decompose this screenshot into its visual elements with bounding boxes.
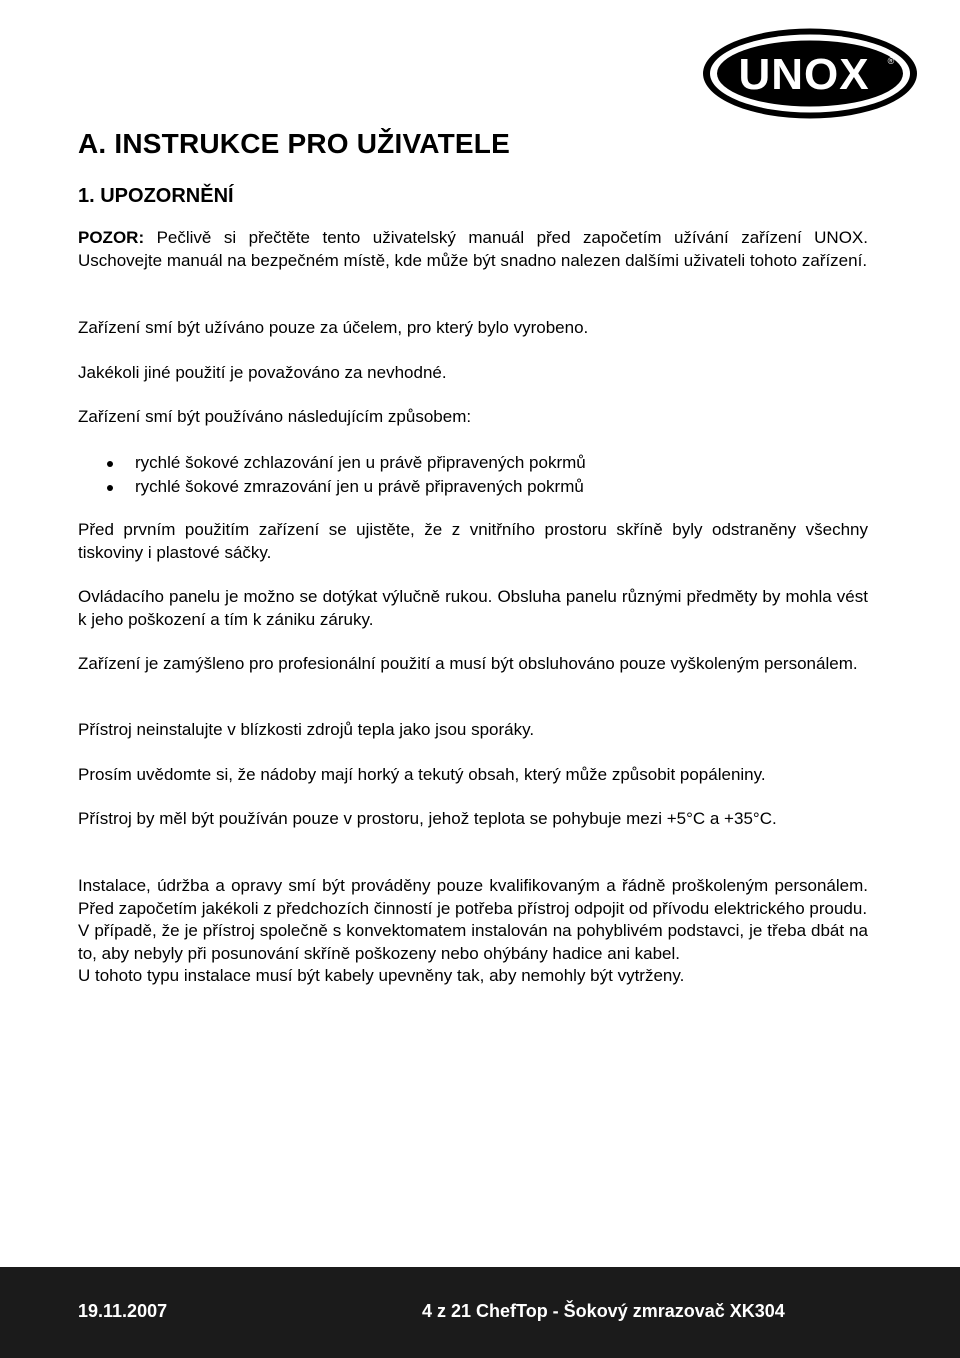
bullet-icon xyxy=(107,461,113,467)
page-footer xyxy=(0,1267,960,1358)
paragraph-allowed-use: Zařízení smí být používáno následujícím způsobem: xyxy=(78,407,472,426)
paragraph-hot: Prosím uvědomte si, že nádoby mají horký a tekutý obsah, který může způsobit popáleniny. xyxy=(78,765,766,784)
page-title: A. INSTRUKCE PRO UŽIVATELE xyxy=(78,128,510,159)
list-item-text: rychlé šokové zchlazování jen u právě připravených pokrmů xyxy=(135,453,586,472)
paragraph-install: Instalace, údržba a opravy smí být prováděny pouze kvalifikovaným a řádně proškoleným personálem. Před započetím jakékoli z předchozích činností je potřeba přístroj odpojit od přívodu elektrického proudu. xyxy=(78,876,868,918)
paragraph-first-use: Před prvním použitím zařízení se ujistěte, že z vnitřního prostoru skříně byly odstraněny všechny tiskoviny i plastové sáčky. xyxy=(78,520,868,562)
unox-logo xyxy=(701,26,919,121)
footer-date: 19.11.2007 xyxy=(78,1301,168,1321)
warning-paragraph xyxy=(78,227,868,272)
section-heading: 1. UPOZORNĚNÍ xyxy=(78,185,234,207)
footer-page-info: 4 z 21 ChefTop - Šokový zmrazovač XK304 xyxy=(422,1301,785,1321)
registered-mark: ® xyxy=(887,56,895,66)
list-item-text: rychlé šokové zmrazování jen u právě připravených pokrmů xyxy=(135,477,584,496)
paragraph-use-purpose: Zařízení smí být užíváno pouze za účelem, pro který bylo vyrobeno. xyxy=(78,318,589,337)
document-content xyxy=(78,122,868,985)
warning-text: Pečlivě si přečtěte tento uživatelský manuál před započetím užívání zařízení UNOX. Uschovejte manuál na bezpečném místě, kde může být snadno nalezen dalšími uživateli tohoto zařízení. xyxy=(78,228,868,270)
warning-label: POZOR: xyxy=(78,228,145,247)
paragraph-panel: Ovládacího panelu je možno se dotýkat výlučně rukou. Obsluha panelu různými předměty by mohla vést k jeho poškození a tím k zániku záruky. xyxy=(78,587,868,629)
list-item xyxy=(78,451,868,475)
logo-text: UNOX xyxy=(738,50,870,99)
paragraph-cables: U tohoto typu instalace musí být kabely upevněny tak, aby nemohly být vytrženy. xyxy=(78,966,685,985)
paragraph-professional: Zařízení je zamýšleno pro profesionální použití a musí být obsluhováno pouze vyškoleným personálem. xyxy=(78,654,858,673)
paragraph-stand: V případě, že je přístroj společně s konvektomatem instalován na pohyblivém podstavci, je třeba dbát na to, aby nebyly při posunování skříně poškozeny nebo ohýbány hadice ani kabel. xyxy=(78,921,868,963)
paragraph-temperature: Přístroj by měl být používán pouze v prostoru, jehož teplota se pohybuje mezi +5°C a +35°C. xyxy=(78,809,777,828)
list-item xyxy=(78,475,868,499)
paragraph-heat: Přístroj neinstalujte v blízkosti zdrojů tepla jako jsou sporáky. xyxy=(78,720,535,739)
paragraph-other-use: Jakékoli jiné použití je považováno za nevhodné. xyxy=(78,363,447,382)
bullet-icon xyxy=(107,485,113,491)
usage-list xyxy=(78,451,868,499)
